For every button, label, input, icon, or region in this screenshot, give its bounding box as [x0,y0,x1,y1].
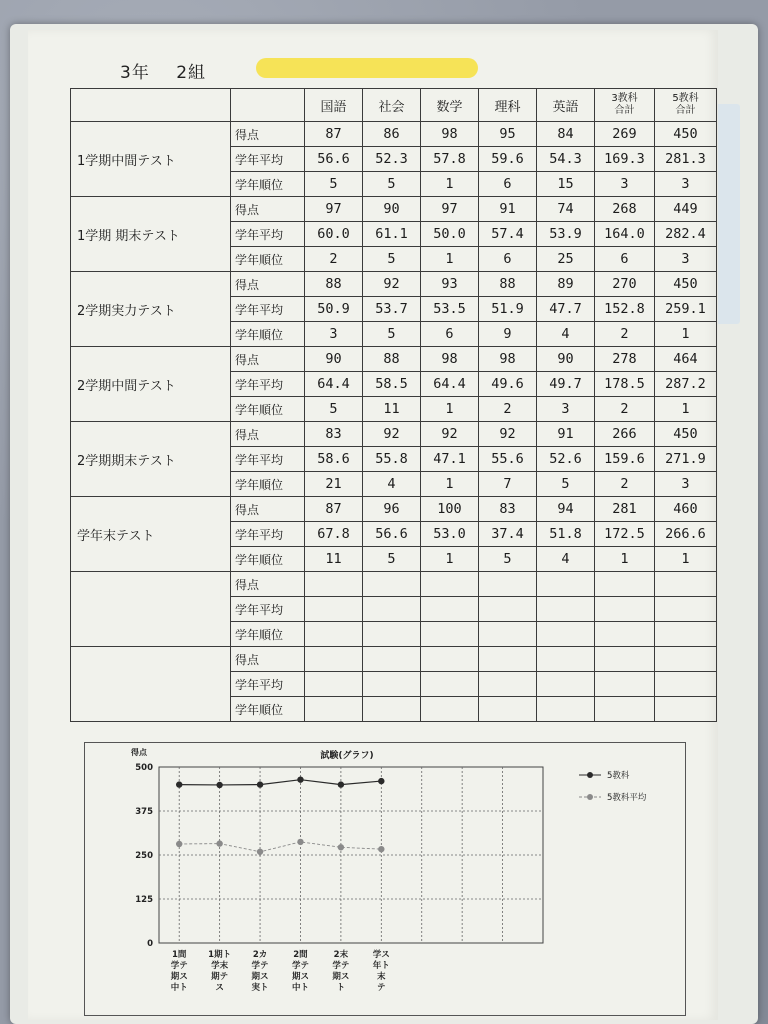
score-cell: 4 [363,472,421,497]
series-line [179,842,381,852]
score-cell [537,672,595,697]
redacted-name-highlight [256,58,478,78]
row-label: 学年順位 [231,547,305,572]
test-row [71,122,717,147]
score-cell: 6 [421,322,479,347]
test-name: 1学期 期末テスト [71,197,231,272]
row-label: 学年順位 [231,397,305,422]
score-cell [421,672,479,697]
series-point [297,839,303,845]
score-cell [655,672,717,697]
x-tick-label-line: 学テ [251,961,269,971]
score-cell [363,647,421,672]
score-cell: 3 [595,172,655,197]
score-cell: 91 [537,422,595,447]
score-cell: 5 [363,172,421,197]
legend-marker [587,772,593,778]
x-tick-label-line: ト [336,983,346,993]
score-cell: 268 [595,197,655,222]
score-cell [537,622,595,647]
y-tick-label: 0 [147,939,153,949]
score-cell: 59.6 [479,147,537,172]
y-tick-label: 250 [135,851,153,861]
x-tick-label-line: 学テ [332,961,350,971]
score-cell: 1 [421,247,479,272]
legend-label: 5教科平均 [607,793,647,803]
score-cell: 271.9 [655,447,717,472]
score-cell [363,697,421,722]
score-cell: 83 [305,422,363,447]
row-label: 学年順位 [231,472,305,497]
score-cell: 5 [363,247,421,272]
score-cell: 3 [655,247,717,272]
score-cell: 5 [305,397,363,422]
x-tick-label [373,949,390,993]
score-cell: 51.9 [479,297,537,322]
score-cell: 281 [595,497,655,522]
x-tick-label-line: 1期ト [208,950,232,960]
test-name: 2学期期末テスト [71,422,231,497]
score-cell: 15 [537,172,595,197]
score-cell [595,647,655,672]
score-cell: 98 [421,347,479,372]
score-cell: 58.5 [363,372,421,397]
score-cell: 178.5 [595,372,655,397]
score-cell: 5 [363,322,421,347]
score-cell: 2 [595,397,655,422]
score-cell [479,597,537,622]
score-cell [479,672,537,697]
score-cell: 83 [479,497,537,522]
y-tick-label: 375 [135,807,153,817]
score-cell [305,697,363,722]
subject-header: 理科 [479,89,537,122]
score-cell: 169.3 [595,147,655,172]
score-cell: 96 [363,497,421,522]
test-row [71,572,717,597]
subject-header-text: 3教科 合計 [611,93,638,116]
score-cell: 92 [363,422,421,447]
score-cell [421,697,479,722]
score-cell: 1 [421,472,479,497]
score-cell: 6 [595,247,655,272]
score-cell: 4 [537,547,595,572]
score-cell [655,572,717,597]
score-cell: 60.0 [305,222,363,247]
score-cell: 94 [537,497,595,522]
score-cell [421,622,479,647]
score-cell: 47.7 [537,297,595,322]
x-tick-label-line: 期ス [291,972,309,982]
x-tick-label [332,949,349,993]
score-cell [595,672,655,697]
score-cell [479,622,537,647]
series-point [216,840,222,846]
row-label: 得点 [231,422,305,447]
row-label: 得点 [231,572,305,597]
corner-cell [231,89,305,122]
score-cell [305,647,363,672]
score-chart-svg [85,743,685,1015]
score-cell: 464 [655,347,717,372]
score-cell: 56.6 [363,522,421,547]
row-label: 学年順位 [231,622,305,647]
score-cell: 1 [421,547,479,572]
series-point [338,844,344,850]
y-tick-label: 125 [135,895,153,905]
score-cell: 152.8 [595,297,655,322]
score-cell [479,647,537,672]
score-cell: 450 [655,422,717,447]
y-axis-label: 得点 [131,748,147,757]
score-cell: 53.5 [421,297,479,322]
score-cell: 91 [479,197,537,222]
subject-header: 数学 [421,89,479,122]
score-cell: 53.0 [421,522,479,547]
score-cell: 281.3 [655,147,717,172]
score-cell [655,597,717,622]
score-cell: 460 [655,497,717,522]
x-tick-label-line: 期ス [170,972,188,982]
score-cell: 47.1 [421,447,479,472]
x-tick-label [208,949,231,993]
score-cell: 49.6 [479,372,537,397]
row-label: 得点 [231,347,305,372]
test-row [71,647,717,672]
test-name: 2学期実力テスト [71,272,231,347]
score-cell: 269 [595,122,655,147]
score-cell [363,672,421,697]
score-cell: 84 [537,122,595,147]
score-cell [421,597,479,622]
score-cell: 3 [537,397,595,422]
score-cell: 5 [363,547,421,572]
score-cell: 450 [655,272,717,297]
subject-header-text: 5教科 合計 [672,93,699,116]
series-point [297,776,303,782]
x-tick-label [252,950,269,993]
x-tick-label-line: ス [215,983,224,993]
x-tick-label-line: テ [377,983,386,993]
series-point [216,782,222,788]
x-tick-label-line: 期ス [332,972,350,982]
score-cell: 74 [537,197,595,222]
test-row [71,272,717,297]
score-cell [479,697,537,722]
score-cell: 87 [305,122,363,147]
score-cell: 164.0 [595,222,655,247]
series-point [378,846,384,852]
score-cell: 449 [655,197,717,222]
score-cell: 2 [305,247,363,272]
score-cell: 90 [363,197,421,222]
score-cell: 52.3 [363,147,421,172]
score-cell: 90 [305,347,363,372]
score-cell [421,647,479,672]
score-cell: 3 [655,472,717,497]
row-label: 得点 [231,272,305,297]
x-tick-label-line: 中ト [170,983,188,993]
grades-body [71,122,717,722]
score-cell: 88 [479,272,537,297]
score-cell: 97 [305,197,363,222]
class-label: 2組 [176,63,207,83]
score-cell: 53.7 [363,297,421,322]
score-cell [595,572,655,597]
score-cell [363,572,421,597]
score-cell: 1 [655,397,717,422]
x-tick-label-line: 2カ [252,950,268,960]
score-cell: 266 [595,422,655,447]
x-tick-label-line: 学テ [291,961,309,971]
score-cell: 57.4 [479,222,537,247]
score-cell: 56.6 [305,147,363,172]
subject-header: 英語 [537,89,595,122]
row-label: 学年順位 [231,697,305,722]
subject-header: 社会 [363,89,421,122]
score-cell: 3 [655,172,717,197]
score-cell: 61.1 [363,222,421,247]
score-cell: 270 [595,272,655,297]
score-cell: 3 [305,322,363,347]
score-cell [537,597,595,622]
score-cell: 11 [363,397,421,422]
x-tick-label-line: 1間 [171,950,187,960]
score-cell: 51.8 [537,522,595,547]
test-name: 1学期中間テスト [71,122,231,197]
score-cell: 4 [537,322,595,347]
score-chart [84,742,686,1016]
grade-label: 3年 [120,63,150,83]
corner-cell [71,89,231,122]
score-cell: 57.8 [421,147,479,172]
score-cell: 259.1 [655,297,717,322]
score-cell: 6 [479,247,537,272]
score-cell: 92 [479,422,537,447]
series-point [176,841,182,847]
subject-header [655,89,717,122]
series-point [257,781,263,787]
score-cell [655,647,717,672]
score-cell [421,572,479,597]
x-tick-label-line: 2間 [293,950,308,960]
test-name: 2学期中間テスト [71,347,231,422]
score-cell: 159.6 [595,447,655,472]
subject-header [595,89,655,122]
score-cell: 89 [537,272,595,297]
score-cell [305,622,363,647]
score-cell: 11 [305,547,363,572]
score-cell [537,647,595,672]
x-tick-label [292,949,309,993]
legend-label: 5教科 [607,771,630,781]
score-cell: 450 [655,122,717,147]
series-point [257,849,263,855]
score-cell: 1 [421,172,479,197]
score-cell: 287.2 [655,372,717,397]
score-cell: 172.5 [595,522,655,547]
score-cell: 88 [363,347,421,372]
score-cell: 50.9 [305,297,363,322]
score-cell [305,572,363,597]
score-cell: 55.6 [479,447,537,472]
x-tick-label-line: 年ト [372,961,390,971]
score-cell: 64.4 [421,372,479,397]
row-label: 学年平均 [231,297,305,322]
x-tick-label-line: 2末 [333,950,349,960]
score-cell: 278 [595,347,655,372]
score-cell: 6 [479,172,537,197]
score-cell: 25 [537,247,595,272]
test-name: 学年末テスト [71,497,231,572]
row-label: 学年順位 [231,322,305,347]
x-tick-label-line: 中ト [291,983,309,993]
score-cell [305,672,363,697]
row-label: 学年順位 [231,172,305,197]
score-cell: 1 [655,547,717,572]
subject-header: 国語 [305,89,363,122]
x-tick-label-line: 学末 [211,961,229,971]
score-cell: 1 [595,547,655,572]
score-cell: 37.4 [479,522,537,547]
subject-header-row [71,89,717,122]
score-cell: 266.6 [655,522,717,547]
score-cell: 2 [595,472,655,497]
score-cell: 92 [421,422,479,447]
score-cell: 87 [305,497,363,522]
score-cell [595,622,655,647]
score-cell: 9 [479,322,537,347]
score-cell: 88 [305,272,363,297]
score-cell: 98 [479,347,537,372]
score-cell: 282.4 [655,222,717,247]
score-cell [363,597,421,622]
score-cell [479,572,537,597]
test-row [71,197,717,222]
report-heading [120,58,226,83]
row-label: 学年平均 [231,372,305,397]
score-cell [595,697,655,722]
x-tick-label-line: 学ス [372,950,390,960]
x-tick-label-line: 期ス [251,972,269,982]
score-cell: 5 [537,472,595,497]
test-name [71,572,231,647]
score-cell: 100 [421,497,479,522]
score-cell: 97 [421,197,479,222]
x-tick-label [171,949,188,993]
score-cell [655,697,717,722]
score-cell: 7 [479,472,537,497]
x-tick-label-line: 学テ [170,961,188,971]
score-cell [363,622,421,647]
row-label: 得点 [231,497,305,522]
score-cell [305,597,363,622]
score-cell: 2 [595,322,655,347]
row-label: 得点 [231,197,305,222]
score-cell: 21 [305,472,363,497]
row-label: 学年順位 [231,247,305,272]
row-label: 学年平均 [231,597,305,622]
x-tick-label-line: 期テ [211,972,229,982]
score-cell: 67.8 [305,522,363,547]
chart-title: 試験(グラフ) [320,751,374,761]
grade-report-sheet [28,30,718,1020]
score-cell: 5 [479,547,537,572]
score-cell: 2 [479,397,537,422]
score-cell: 93 [421,272,479,297]
score-cell: 50.0 [421,222,479,247]
legend-marker [587,794,593,800]
grades-table [70,88,717,722]
score-cell: 58.6 [305,447,363,472]
score-cell: 49.7 [537,372,595,397]
score-cell: 86 [363,122,421,147]
series-point [176,781,182,787]
score-cell: 5 [305,172,363,197]
row-label: 学年平均 [231,522,305,547]
score-cell [595,597,655,622]
score-cell: 95 [479,122,537,147]
row-label: 学年平均 [231,222,305,247]
score-cell: 54.3 [537,147,595,172]
x-tick-label-line: 末 [377,972,386,982]
score-cell [655,622,717,647]
y-tick-label: 500 [135,763,153,773]
score-cell: 64.4 [305,372,363,397]
score-cell [537,572,595,597]
row-label: 学年平均 [231,447,305,472]
score-cell: 90 [537,347,595,372]
score-cell: 1 [655,322,717,347]
score-cell: 1 [421,397,479,422]
series-point [378,778,384,784]
test-row [71,347,717,372]
score-cell: 53.9 [537,222,595,247]
score-cell: 55.8 [363,447,421,472]
score-cell: 98 [421,122,479,147]
row-label: 学年平均 [231,147,305,172]
series-point [338,781,344,787]
score-cell: 52.6 [537,447,595,472]
score-cell: 92 [363,272,421,297]
row-label: 学年平均 [231,672,305,697]
row-label: 得点 [231,122,305,147]
series-line [179,780,381,785]
score-cell [537,697,595,722]
x-tick-label-line: 実ト [251,983,269,993]
test-name [71,647,231,722]
test-row [71,497,717,522]
test-row [71,422,717,447]
row-label: 得点 [231,647,305,672]
